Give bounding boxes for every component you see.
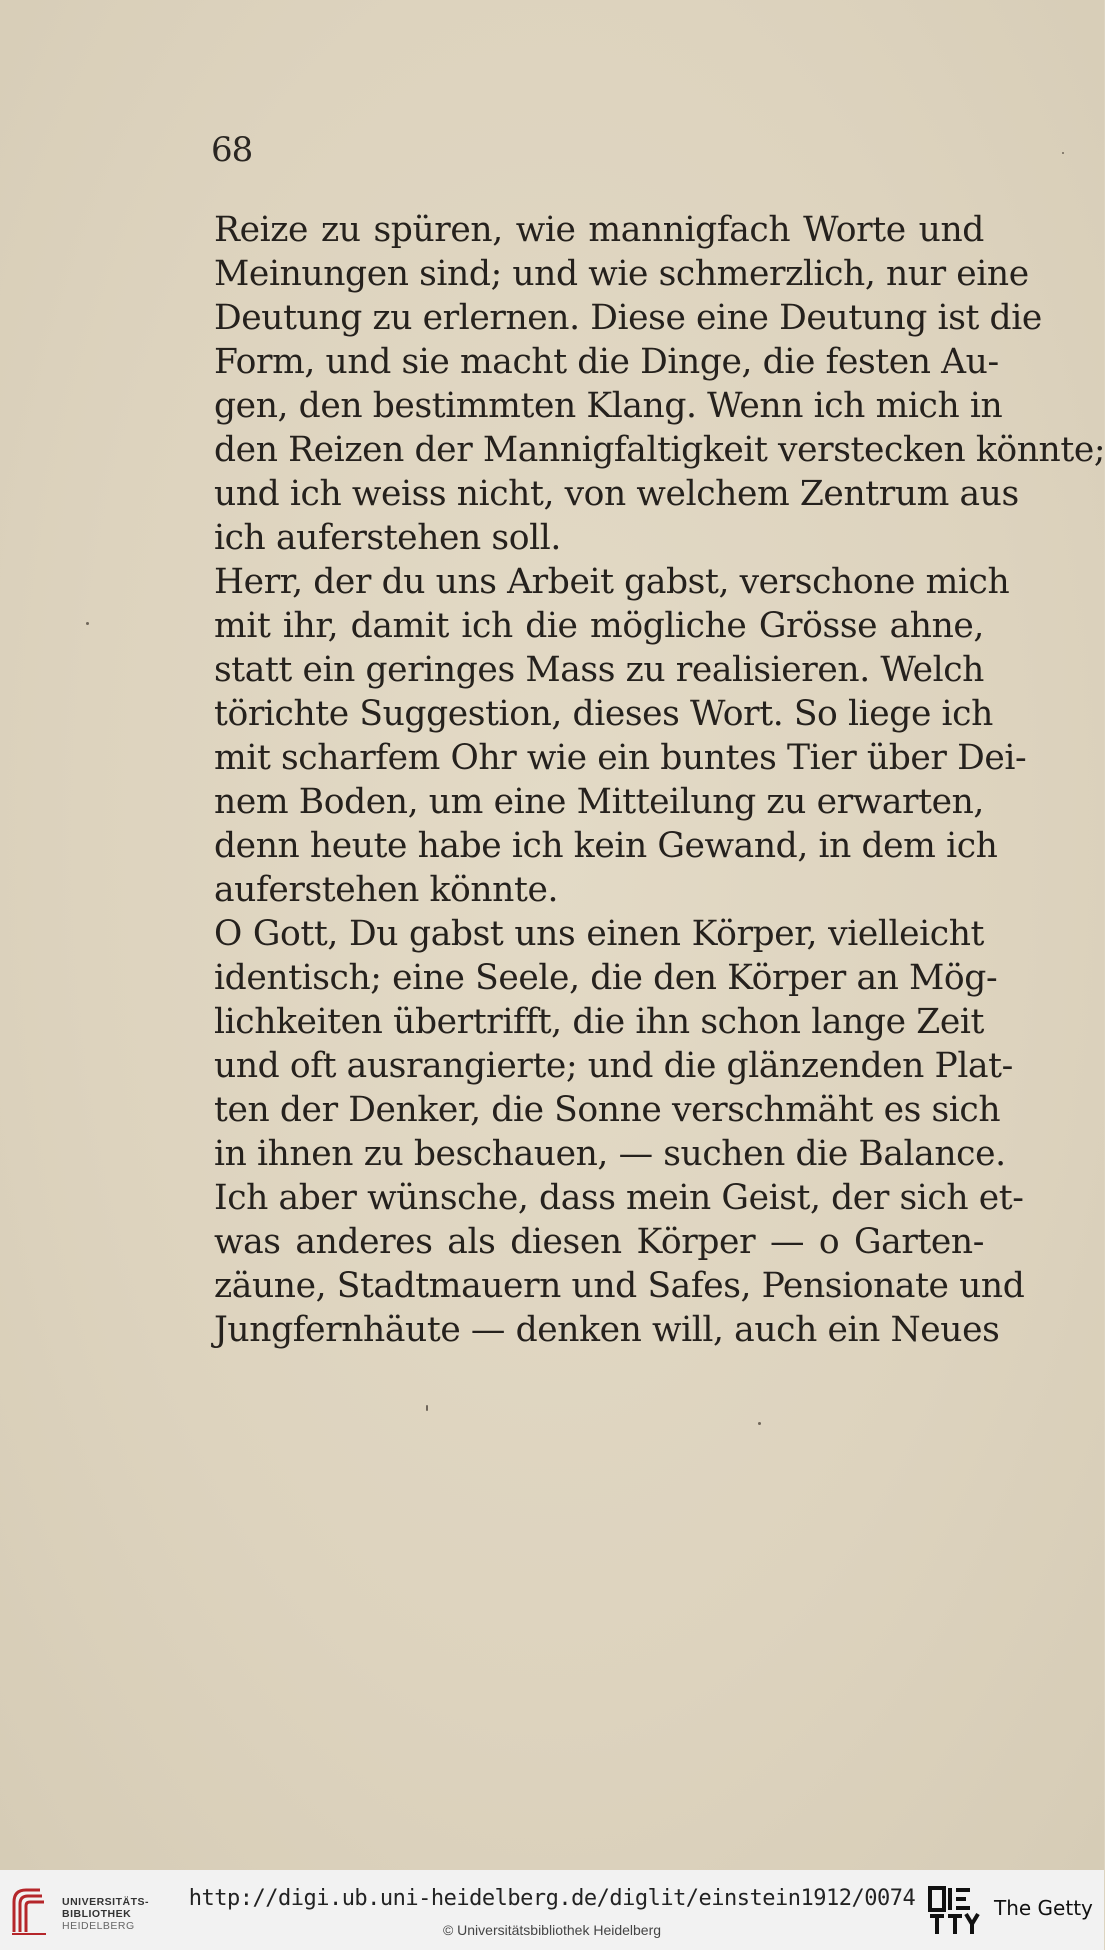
text-line: und oft ausrangierte; und die glänzenden Plat-: [214, 1046, 1013, 1086]
text-line: auferstehen könnte.: [214, 870, 559, 910]
permalink-link[interactable]: http://digi.ub.uni-heidelberg.de/diglit/einstein1912/0074: [188, 1886, 916, 1911]
text-line: und ich weiss nicht, von welchem Zentrum aus: [214, 474, 1019, 514]
text-line: gen, den bestimmten Klang. Wenn ich mich in: [214, 386, 1003, 426]
paper-speck: [1062, 152, 1064, 154]
text-line: lichkeiten übertrifft, die ihn schon lange Zeit: [214, 1002, 984, 1042]
text-line: mit ihr, damit ich die mögliche Grösse ahne,: [214, 606, 984, 646]
text-line: O Gott, Du gabst uns einen Körper, vielleicht: [214, 914, 984, 954]
footer-bar: [0, 1870, 1104, 1950]
text-line: statt ein geringes Mass zu realisieren. Welch: [214, 650, 984, 690]
library-name-line: HEIDELBERG: [62, 1920, 135, 1932]
text-line: Jungfernhäute — denken will, auch ein Neues: [214, 1310, 1000, 1350]
paper-speck: [426, 1405, 428, 1411]
text-line: was anderes als diesen Körper — o Garten-: [214, 1222, 984, 1262]
text-line: zäune, Stadtmauern und Safes, Pensionate und: [214, 1266, 1025, 1306]
copyright-notice: © Universitätsbibliothek Heidelberg: [442, 1922, 662, 1938]
text-line: törichte Suggestion, dieses Wort. So liege ich: [214, 694, 993, 734]
partner-name[interactable]: The Getty: [994, 1896, 1093, 1920]
paper-speck: [86, 622, 89, 625]
text-line: mit scharfem Ohr wie ein buntes Tier über Dei-: [214, 738, 1027, 778]
text-line: Deutung zu erlernen. Diese eine Deutung ist die: [214, 298, 1042, 338]
text-line: Meinungen sind; und wie schmerzlich, nur eine: [214, 254, 1029, 294]
body-text: [214, 208, 1105, 1352]
page-number: 68: [211, 130, 253, 170]
text-line: in ihnen zu beschauen, — suchen die Balance.: [214, 1134, 1006, 1174]
text-line: ich auferstehen soll.: [214, 518, 561, 558]
paper-speck: [758, 1422, 761, 1425]
text-line: denn heute habe ich kein Gewand, in dem ich: [214, 826, 998, 866]
text-line: ten der Denker, die Sonne verschmäht es sich: [214, 1090, 1001, 1130]
getty-logo-icon[interactable]: [928, 1884, 984, 1940]
library-name-line: BIBLIOTHEK: [62, 1908, 132, 1920]
library-name-line: UNIVERSITÄTS-: [62, 1896, 150, 1908]
text-line: identisch; eine Seele, die den Körper an Mög-: [214, 958, 998, 998]
text-line: nem Boden, um eine Mitteilung zu erwarten,: [214, 782, 984, 822]
text-line: den Reizen der Mannigfaltigkeit verstecken könnte;: [214, 430, 1105, 470]
text-line: Reize zu spüren, wie mannigfach Worte und: [214, 210, 984, 250]
text-line: Form, und sie macht die Dinge, die festen Au-: [214, 342, 999, 382]
text-line: Ich aber wünsche, dass mein Geist, der sich et-: [214, 1178, 1024, 1218]
text-line: Herr, der du uns Arbeit gabst, verschone mich: [214, 562, 1010, 602]
